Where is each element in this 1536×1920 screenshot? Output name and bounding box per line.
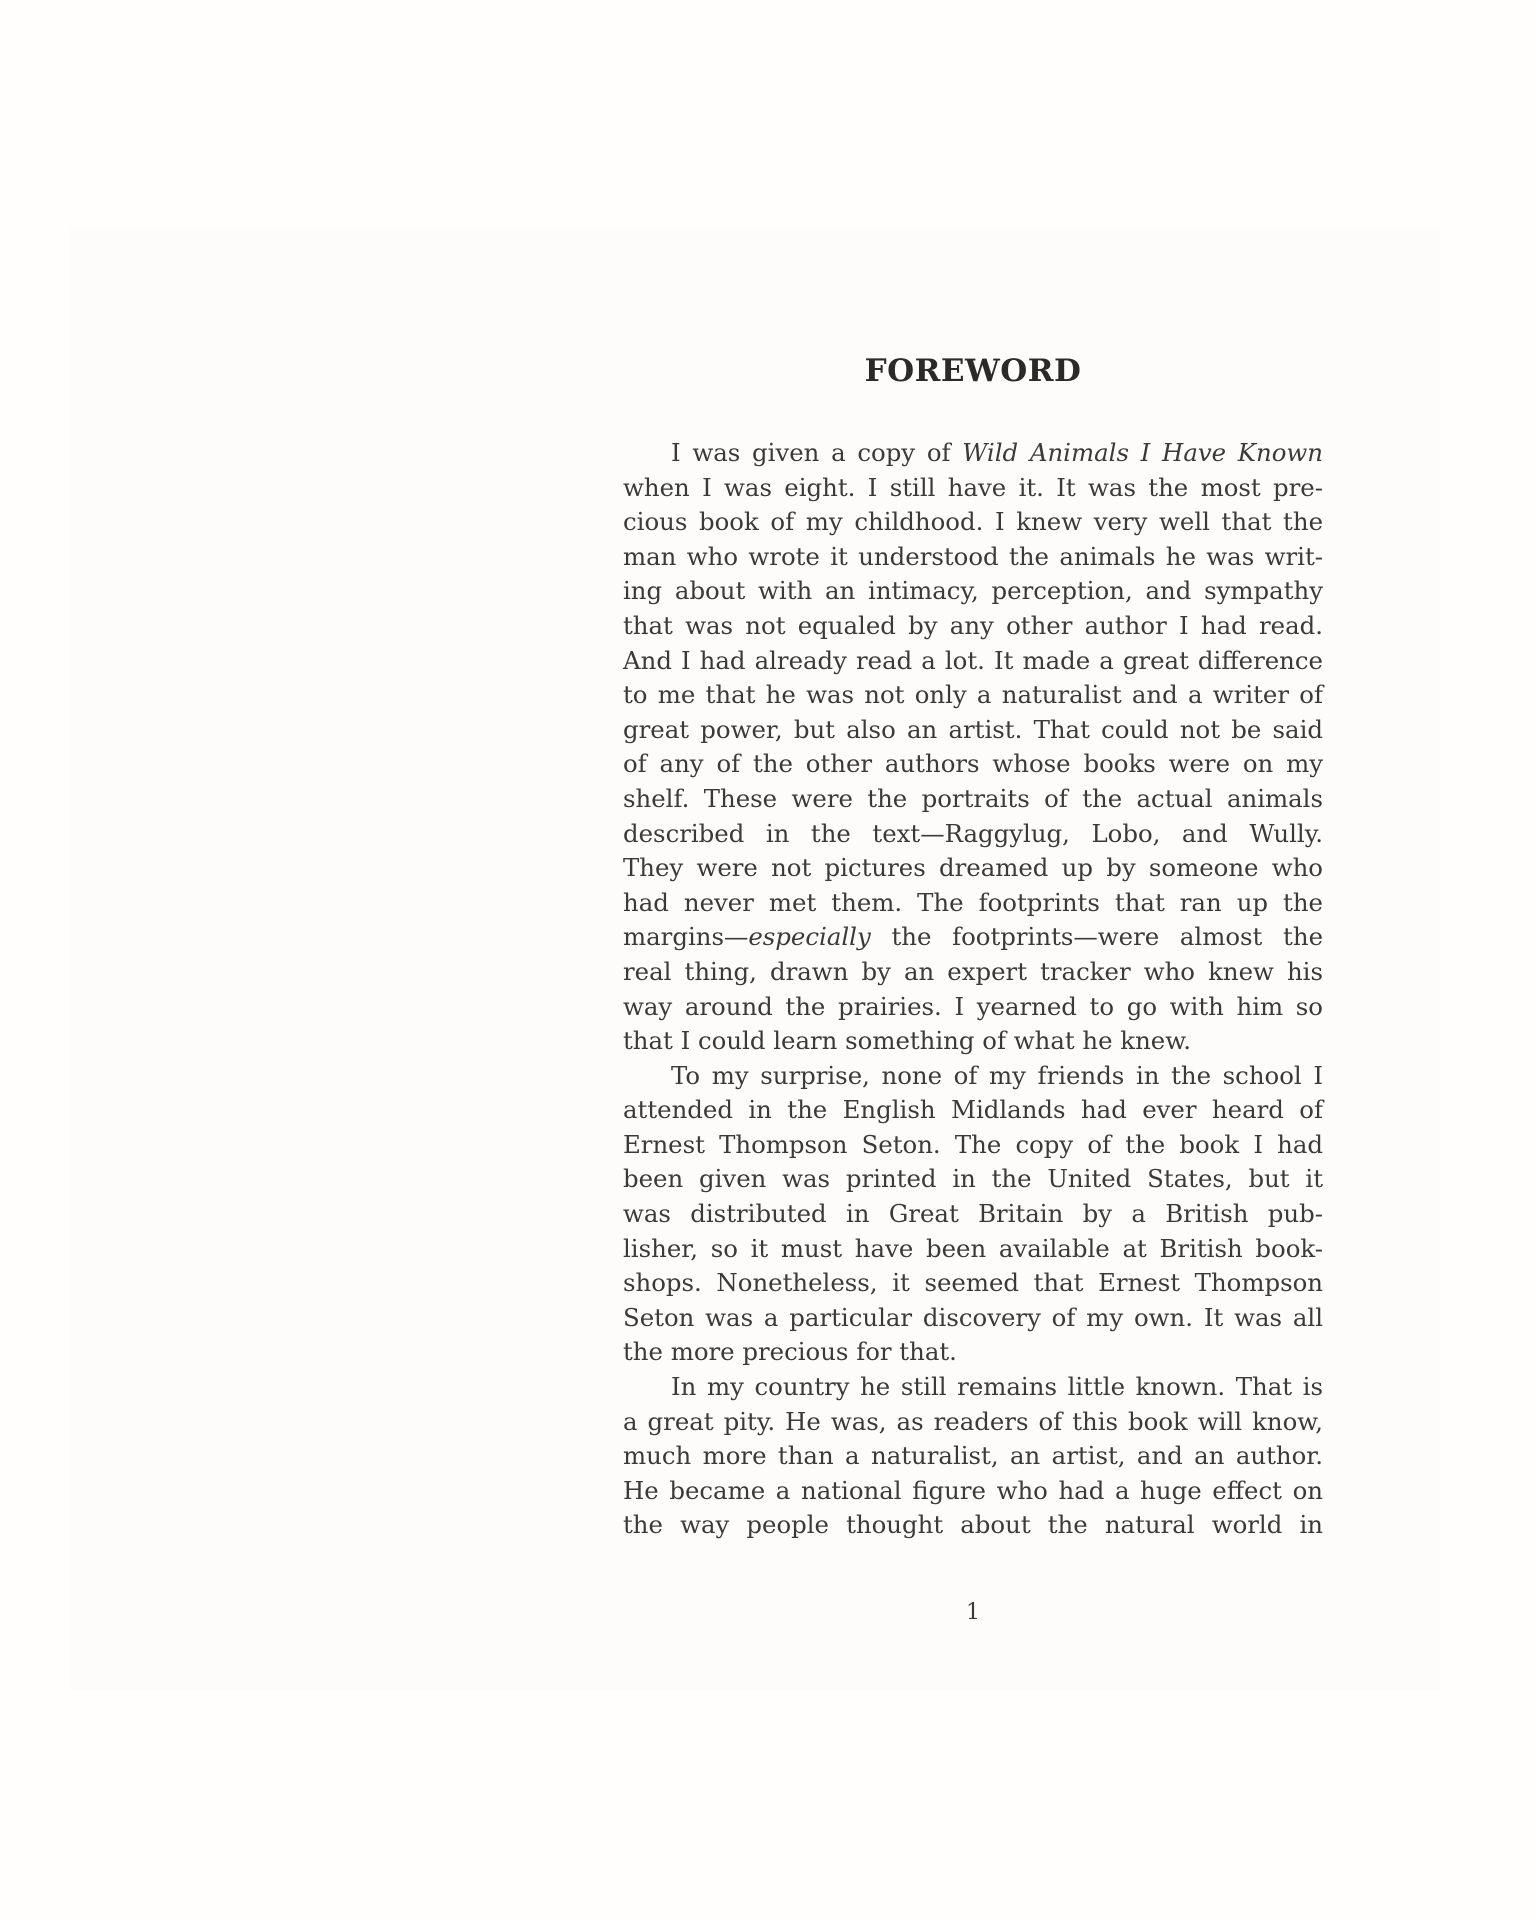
book-title-italic: Wild Animals I Have Known bbox=[962, 438, 1323, 467]
text-line: to me that he was not only a naturalist and a writer of bbox=[623, 680, 1323, 710]
page-number: 1 bbox=[966, 1600, 980, 1625]
emphasis-italic: especially bbox=[748, 922, 871, 952]
text-line: To my surprise, none of my friends in the school I bbox=[671, 1060, 1323, 1090]
text-line: a great pity. He was, as readers of this book will know, bbox=[623, 1406, 1323, 1436]
text-line: that I could learn something of what he knew. bbox=[623, 1026, 1191, 1056]
text-line: ing about with an intimacy, perception, and sympathy bbox=[623, 576, 1323, 606]
text-line: real thing, drawn by an expert tracker who knew his bbox=[623, 956, 1323, 986]
text-line: shops. Nonetheless, it seemed that Ernest Thompson bbox=[623, 1268, 1323, 1298]
text-line: attended in the English Midlands had ever heard of bbox=[623, 1095, 1323, 1125]
text-line: great power, but also an artist. That could not be said bbox=[623, 714, 1323, 744]
text-line: when I was eight. I still have it. It was the most pre- bbox=[623, 472, 1323, 502]
text-line: was distributed in Great Britain by a British pub- bbox=[623, 1199, 1323, 1229]
text-line: that was not equaled by any other author I had read. bbox=[623, 610, 1323, 640]
text-line: In my country he still remains little known. That is bbox=[671, 1372, 1323, 1402]
paragraph bbox=[623, 436, 1323, 1059]
text-line: Seton was a particular discovery of my own. It was all bbox=[623, 1302, 1323, 1332]
paragraph bbox=[623, 1059, 1323, 1370]
text-line: shelf. These were the portraits of the actual animals bbox=[623, 783, 1323, 813]
text-line: cious book of my childhood. I knew very well that the bbox=[623, 507, 1323, 537]
text-line: I was given a copy of Wild Animals I Have Known bbox=[671, 438, 1323, 467]
text-line: man who wrote it understood the animals he was writ- bbox=[623, 541, 1323, 571]
text-line: lisher, so it must have been available at British book- bbox=[623, 1233, 1323, 1263]
body-text bbox=[623, 436, 1323, 1543]
text-line: been given was printed in the United States, but it bbox=[623, 1164, 1323, 1194]
text-line: Ernest Thompson Seton. The copy of the book I had bbox=[623, 1129, 1323, 1159]
text-line: They were not pictures dreamed up by someone who bbox=[623, 853, 1323, 883]
chapter-title: FOREWORD bbox=[864, 353, 1082, 389]
paragraph bbox=[623, 1370, 1323, 1543]
text-line: the more precious for that. bbox=[623, 1337, 957, 1367]
text-line: He became a national figure who had a huge effect on bbox=[623, 1475, 1323, 1505]
text-line: the way people thought about the natural world in bbox=[623, 1510, 1323, 1540]
text-line: had never met them. The footprints that ran up the bbox=[623, 887, 1323, 917]
text-line: way around the prairies. I yearned to go with him so bbox=[623, 991, 1323, 1021]
text-line: of any of the other authors whose books were on my bbox=[623, 749, 1323, 779]
text-line: much more than a naturalist, an artist, and an author. bbox=[623, 1441, 1323, 1471]
text-line: And I had already read a lot. It made a great difference bbox=[623, 645, 1323, 675]
text-line: described in the text—Raggylug, Lobo, and Wully. bbox=[623, 818, 1323, 848]
text-line: margins—especially the footprints—were almost the bbox=[623, 922, 1323, 952]
